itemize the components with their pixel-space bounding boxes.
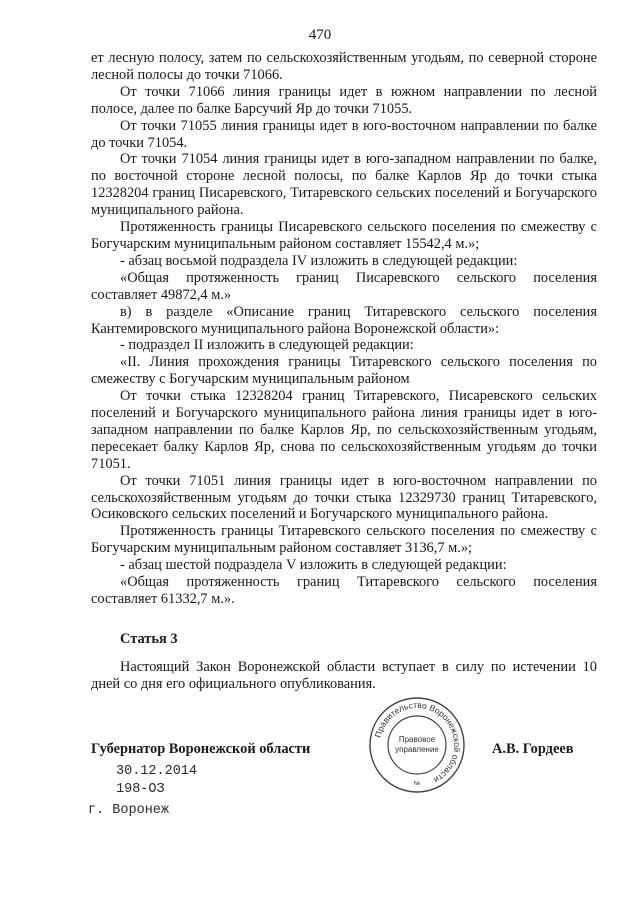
stamp-mark: № [413, 781, 421, 787]
document-body [91, 50, 597, 608]
law-number: 198-ОЗ [116, 782, 165, 797]
paragraph: От точки стыка 12328204 границ Титаревского, Писаревского сельских поселений и Богучарского муниципального района линия границы идет в юго-западном направлении по балке Карлов Яр, по сельскохозяйственным угодьям, пересекает балку Карлов Яр, снова по сельскохозяйственным угодьям до точки 71051. [91, 388, 597, 472]
paragraph: От точки 71051 линия границы идет в юго-восточном направлении по сельскохозяйственным угодьям до точки стыка 12329730 границ Титаревского, Осиковского сельских поселений и Богучарского муниципального района. [91, 472, 597, 523]
signer-title: Губернатор Воронежской области [91, 741, 311, 757]
paragraph: От точки 71066 линия границы идет в южном направлении по лесной полосе, далее по балке Барсучий Яр до точки 71055. [91, 83, 597, 117]
article-heading: Статья 3 [120, 631, 178, 647]
signing-date: 30.12.2014 [116, 764, 198, 779]
paragraph: «Общая протяженность границ Писаревского сельского поселения составляет 49872,4 м.» [91, 269, 597, 303]
paragraph: Настоящий Закон Воронежской области вступает в силу по истечении 10 дней со дня его официального опубликования. [91, 659, 597, 692]
paragraph: От точки 71054 линия границы идет в юго-западном направлении по балке, по восточной стороне лесной полосы, по балке Карлов Яр до точки стыка 12328204 границ Писаревского, Титаревского сельских поселений и Богучарского муниципального района. [91, 151, 597, 219]
paragraph: - абзац шестой подраздела V изложить в следующей редакции: [120, 557, 507, 574]
stamp-inner-line2: управление [395, 745, 439, 754]
paragraph: - подраздел II изложить в следующей редакции: [120, 337, 414, 354]
stamp-ring-text: Правительство Воронежской области [372, 699, 463, 786]
paragraph: ет лесную полосу, затем по сельскохозяйственным угодьям, по северной стороне лесной полосы до точки 71066. [91, 50, 597, 83]
paragraph: От точки 71055 линия границы идет в юго-восточном направлении по балке до точки 71054. [91, 117, 597, 151]
paragraph: Протяженность границы Писаревского сельского поселения по смежеству с Богучарским муниципальным районом составляет 15542,4 м.»; [91, 219, 597, 252]
paragraph: «II. Линия прохождения границы Титаревского сельского поселения по смежеству с Богучарским муниципальным районом [91, 354, 597, 388]
signer-name: А.В. Гордеев [492, 741, 574, 757]
paragraph: Протяженность границы Титаревского сельского поселения по смежеству с Богучарским муниципальным районом составляет 3136,7 м.»; [91, 523, 597, 557]
official-stamp [367, 695, 467, 795]
stamp-inner-line1: Правовое [398, 735, 436, 744]
paragraph: в) в разделе «Описание границ Титаревского сельского поселения Кантемировского муниципального района Воронежской области»: [91, 303, 597, 337]
signing-city: г. Воронеж [88, 803, 170, 818]
final-section [91, 659, 597, 693]
page-number: 470 [308, 27, 332, 43]
paragraph: «Общая протяженность границ Титаревского сельского поселения составляет 61332,7 м.». [91, 574, 597, 607]
paragraph: - абзац восьмой подраздела IV изложить в следующей редакции: [120, 252, 518, 269]
